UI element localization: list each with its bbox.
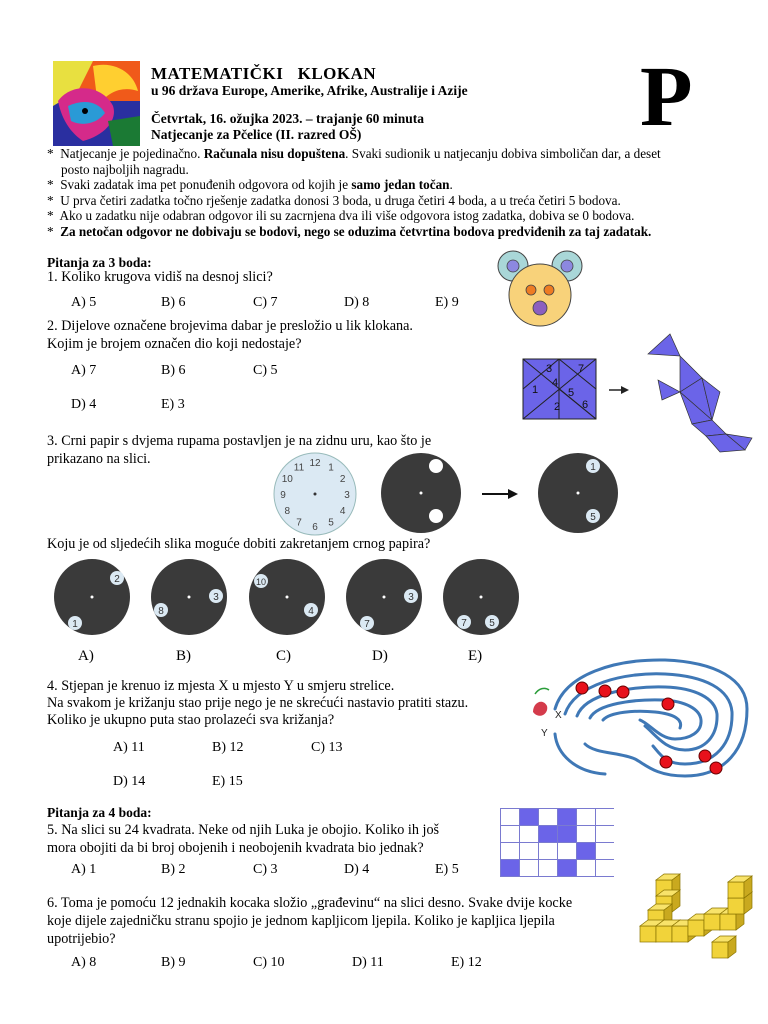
clock-number: 12 [309,458,321,469]
hole-number: 10 [255,577,267,587]
q2-answer-d[interactable]: D) 4 [71,397,97,412]
question-5-text-line1: 5. Na slici su 24 kvadrata. Neke od njih Luka je obojio. Koliko ih još [47,822,440,838]
q1-answer-e[interactable]: E) 9 [435,295,459,310]
grid-square [520,843,539,860]
q4-answer-e[interactable]: E) 15 [212,774,243,789]
q3-answer-e[interactable]: E) [468,648,483,664]
q3-option-c-figure[interactable] [248,558,326,636]
question-3-text-line1: 3. Crni papir s dvjema rupama postavljen je na zidnu uru, kao što je [47,433,432,449]
q5-answer-a[interactable]: A) 1 [71,862,97,877]
q3-option-b-figure[interactable] [150,558,228,636]
clock-number: 7 [296,517,302,529]
clock-number: 6 [312,522,318,533]
q3-answer-d[interactable]: D) [372,648,388,664]
grid-square [596,843,615,860]
rule-item: * Ako u zadatku nije odabran odgovor ili su zacrnjena dva ili više odgovora istog zadatka, dobiva se 0 bodova. [47,208,635,223]
hole-number: 7 [364,619,370,630]
hole-number: 7 [461,618,467,629]
q3-option-e-figure[interactable] [442,558,520,636]
q5-answer-e[interactable]: E) 5 [435,862,459,877]
grid-square [596,809,615,826]
q6-answer-b[interactable]: B) 9 [161,955,186,970]
tangram-label: 6 [582,399,589,411]
rule-item-continued: posto najboljih nagradu. [61,161,189,177]
tangram-label: 4 [552,377,559,389]
q1-answer-b[interactable]: B) 6 [161,295,186,310]
q3-option-d-figure[interactable] [345,558,423,636]
contest-category: Natjecanje za Pčelice (II. razred OŠ) [151,127,362,142]
cube [712,936,736,958]
section-3-points: Pitanja za 3 boda: [47,255,152,270]
q4-answer-d[interactable]: D) 14 [113,774,146,789]
question-4-text-line1: 4. Stjepan je krenuo iz mjesta X u mjesto Y u smjeru strelice. [47,678,395,694]
grid-square [501,843,520,860]
q6-answer-a[interactable]: A) 8 [71,955,97,970]
hole-number: 2 [114,574,120,585]
q5-answer-b[interactable]: B) 2 [161,862,186,877]
q5-answer-d[interactable]: D) 4 [344,862,370,877]
grid-square [577,826,596,843]
hole-number: 3 [408,592,414,603]
grid-square [501,860,520,877]
grid-square [577,860,596,877]
q6-answer-c[interactable]: C) 10 [253,955,285,970]
category-letter: P [640,48,693,144]
cube [728,876,752,898]
question-6-text-line1: 6. Toma je pomoću 12 jednakih kocaka složio „građevinu“ na slici desno. Svake dvije kocke [47,895,573,911]
hole-number: 1 [72,619,78,630]
q2-answer-c[interactable]: C) 5 [253,363,278,378]
hole-number: 1 [590,462,596,473]
maze-end-label: Y [541,728,548,739]
q3-answer-c[interactable]: C) [276,648,291,664]
grid-square [539,843,558,860]
rules-list [47,146,747,239]
grid-square [558,860,577,877]
cube-building-figure [638,870,756,970]
question-4-text-line3: Koliko je ukupno puta stao prolazeći sva križanja? [47,712,335,728]
q1-answer-d[interactable]: D) 8 [344,295,370,310]
question-6-text-line3: upotrijebio? [47,931,116,947]
q1-answer-a[interactable]: A) 5 [71,295,97,310]
tangram-label: 7 [578,363,585,375]
q3-answer-b[interactable]: B) [176,648,191,664]
grid-square [501,826,520,843]
question-5-text-line2: mora obojiti da bi broj obojenih i neobojenih kvadrata bio jednak? [47,840,424,856]
arrow-right-icon [482,487,518,499]
hole-number: 5 [489,618,495,629]
black-paper-figure [380,452,462,534]
question-2-text-line1: 2. Dijelove označene brojevima dabar je presložio u lik klokana. [47,318,413,334]
tangram-label: 2 [554,401,561,413]
maze-start-label: X [555,710,562,721]
grid-square [577,843,596,860]
q2-answer-a[interactable]: A) 7 [71,363,97,378]
q2-answer-e[interactable]: E) 3 [161,397,185,412]
q2-answer-b[interactable]: B) 6 [161,363,186,378]
grid-square [539,860,558,877]
q4-answer-b[interactable]: B) 12 [212,740,244,755]
clock-number: 3 [344,490,350,501]
rule-item: * U prva četiri zadatka točno rješenje zadatka donosi 3 boda, u druga četiri 4 boda, a u treća četiri 5 bodova. [47,192,621,208]
q3-option-a-figure[interactable] [53,558,131,636]
clock-number: 4 [339,506,346,517]
grid-square [520,860,539,877]
section-4-points: Pitanja za 4 boda: [47,805,152,820]
question-1-text: 1. Koliko krugova vidiš na desnoj slici? [47,269,273,285]
wall-clock-figure [272,451,358,537]
grid-square [520,826,539,843]
grid-square [596,860,615,877]
kangaroo-silhouette-figure [640,332,755,456]
square-grid-figure [500,808,614,878]
tangram-label: 3 [546,363,553,375]
clock-number: 2 [339,474,346,485]
grid-square [558,826,577,843]
q5-answer-c[interactable]: C) 3 [253,862,278,877]
clock-number: 9 [280,490,286,501]
tangram-square-figure [522,358,597,420]
q3-answer-a[interactable]: A) [78,648,94,664]
hole-number: 4 [308,606,314,617]
grid-square [520,809,539,826]
tangram-label: 5 [568,387,575,399]
q4-answer-c[interactable]: C) 13 [311,740,343,755]
mouse-face-figure [495,248,585,328]
hole-number: 8 [158,606,164,617]
q6-answer-e[interactable]: E) 12 [451,955,482,970]
maze-path-figure [525,654,755,786]
question-3-text-line2: prikazano na slici. [47,451,151,467]
question-6-text-line2: koje dijele zajedničku stranu spojio je jednom kapljicom ljepila. Koliko je kapljica ljepila [47,913,555,929]
clock-with-paper-figure [537,452,619,534]
clock-number: 8 [284,506,291,517]
contest-title: MATEMATIČKI KLOKAN [151,64,377,83]
rule-item: * Svaki zadatak ima pet ponuđenih odgovora od kojih je samo jedan točan. [47,177,453,192]
clock-number: 5 [328,517,334,529]
grid-square [539,826,558,843]
grid-square [539,809,558,826]
q6-answer-d[interactable]: D) 11 [352,955,384,970]
grid-square [558,843,577,860]
question-4-text-line2: Na svakom je križanju stao prije nego je ne skrećući nastavio pratiti stazu. [47,695,469,711]
clock-number: 10 [281,474,293,485]
tangram-label: 1 [532,384,539,396]
q1-answer-c[interactable]: C) 7 [253,295,278,310]
clock-number: 1 [328,462,334,474]
contest-date: Četvrtak, 16. ožujka 2023. – trajanje 60 minuta [151,111,424,126]
hole-number: 5 [590,512,596,523]
grid-square [577,809,596,826]
hole-number: 3 [213,592,219,603]
q4-answer-a[interactable]: A) 11 [113,740,145,755]
grid-square [558,809,577,826]
grid-square [501,809,520,826]
grid-square [596,826,615,843]
question-2-text-line2: Kojim je brojem označen dio koji nedostaje? [47,336,302,352]
kangaroo-logo [53,61,140,146]
clock-number: 11 [293,462,305,474]
contest-subtitle: u 96 država Europe, Amerike, Afrike, Australije i Azije [151,83,468,98]
question-3-text-line3: Koju je od sljedećih slika moguće dobiti zakretanjem crnog papira? [47,536,431,552]
rule-item: * Natjecanje je pojedinačno. Računala nisu dopuštena. Svaki sudionik u natjecanju dobiva simboličan dar, a deset [47,146,661,161]
rule-item: * Za netočan odgovor ne dobivaju se bodovi, nego se oduzima četvrtina bodova predviđenih za taj zadatak. [47,223,652,239]
arrow-right-icon [609,382,629,392]
